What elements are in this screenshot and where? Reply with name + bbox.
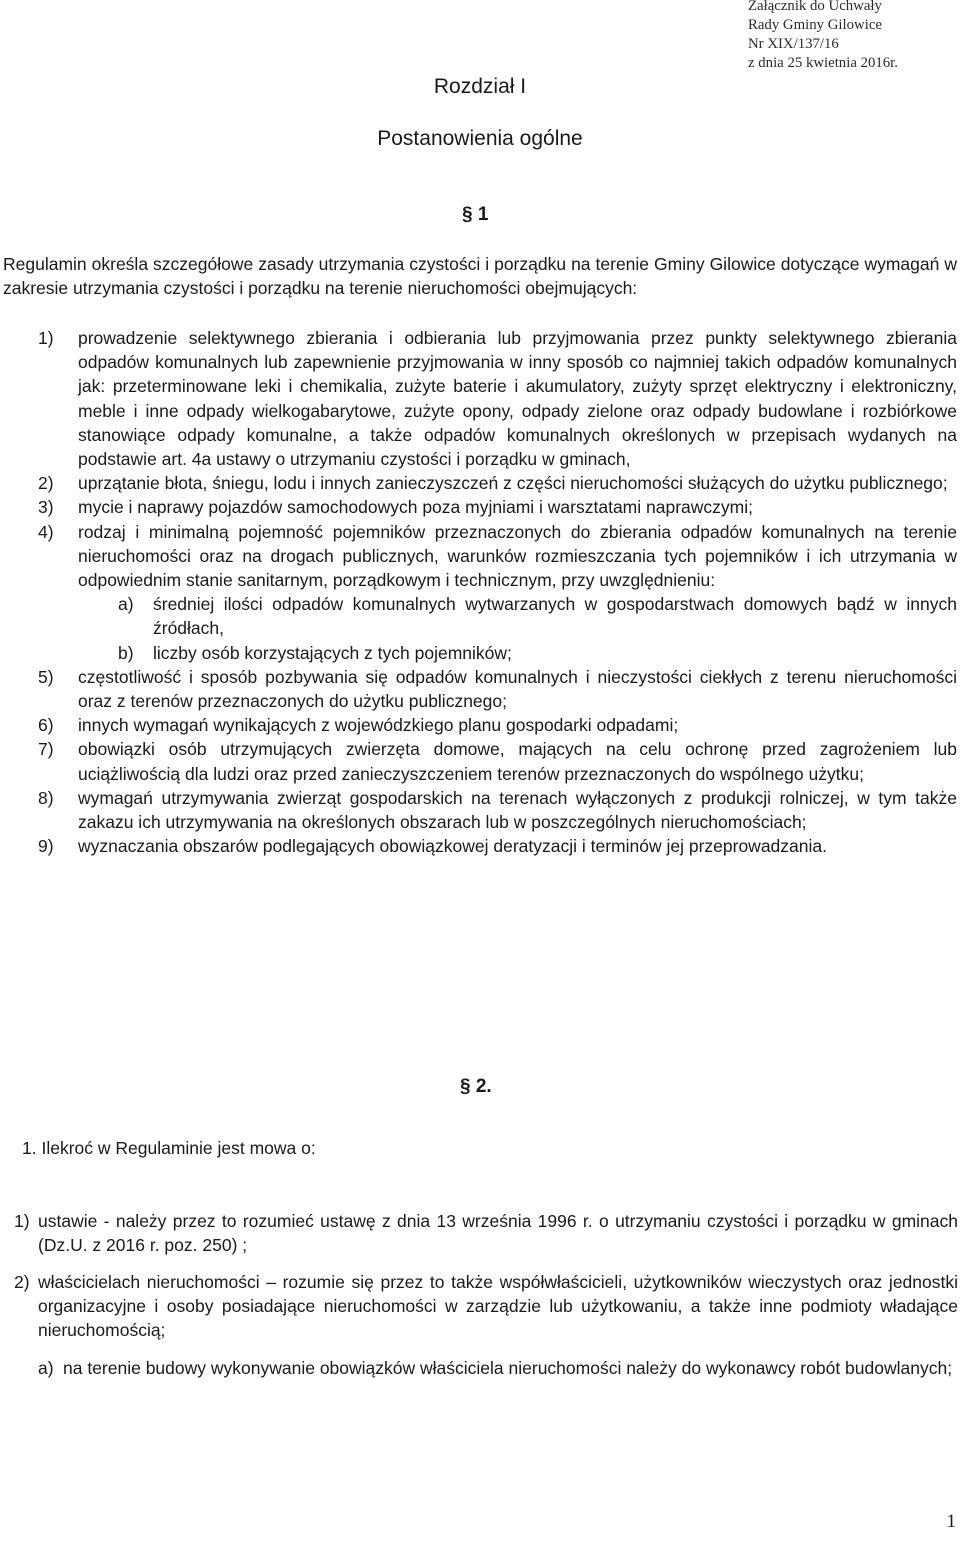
item-number: 4)	[38, 521, 54, 542]
list-item	[3, 713, 957, 737]
item-number: 5)	[38, 666, 54, 687]
list-subitem	[14, 1356, 958, 1380]
item-text: ustawie - należy przez to rozumieć ustawę z dnia 13 września 1996 r. o utrzymaniu czystości i porządku w gminach (Dz.U. z 2016 r. poz. 250) ;	[38, 1211, 958, 1256]
definition-item	[14, 1270, 958, 1343]
item-number: 3)	[38, 497, 54, 518]
item-text: uprzątanie błota, śniegu, lodu i innych zanieczyszczeń z części nieruchomości służących do użytku publicznego;	[78, 473, 948, 494]
page-number: 1	[946, 1511, 956, 1532]
item-text: właścicielach nieruchomości – rozumie się przez to także współwłaścicieli, użytkowników wieczystych oraz jednostki organizacyjne i osoby posiadające nieruchomości w zarządzie lub użytkowaniu, a także inne podmioty władające nieruchomością;	[38, 1272, 958, 1341]
attachment-note-line: z dnia 25 kwietnia 2016r.	[748, 55, 898, 71]
list-item	[3, 737, 957, 785]
list-item	[3, 665, 957, 713]
item-number: 1)	[38, 328, 54, 348]
subitem-letter: a)	[38, 1358, 54, 1378]
item-number: 2)	[14, 1272, 30, 1292]
list-item	[14, 1270, 958, 1343]
chapter-title: Rozdział I	[433, 75, 527, 98]
list-subitem	[3, 641, 957, 665]
list-item	[3, 326, 957, 471]
subitem-letter: b)	[118, 642, 134, 663]
definition-subitem	[14, 1356, 958, 1380]
chapter-subtitle: Postanowienia ogólne	[377, 127, 583, 150]
item-text: wyznaczania obszarów podlegających obowiązkowej deratyzacji i terminów jej przeprowadzania.	[78, 836, 827, 857]
section-2-intro: 1. Ilekroć w Regulaminie jest mowa o:	[22, 1138, 316, 1158]
section-1-intro: Regulamin określa szczegółowe zasady utrzymania czystości i porządku na terenie Gminy Gilowice dotyczące wymagań w zakresie utrzymania czystości i porządku na terenie nieruchomości obejmujących:	[3, 254, 957, 299]
attachment-note-line: Załącznik do Uchwały	[748, 0, 882, 14]
subitem-letter: a)	[118, 594, 134, 615]
definition-item	[14, 1209, 958, 1257]
item-text: prowadzenie selektywnego zbierania i odbierania lub przyjmowania przez punkty selektywnego zbierania odpadów komunalnych lub zapewnienie przyjmowania w inny sposób co najmniej takich odpadów komunalnych jak: przeterminowane leki i chemikalia, zużyte baterie i akumulatory, zużyty sprzęt elektryczny i elektroniczny, meble i inne odpady wielkogabarytowe, zużyte opony, odpady zielone oraz odpady budowlane i rozbiórkowe stanowiące odpady komunalne, a także odpadów komunalnych określonych w przepisach wydanych na podstawie art. 4a ustawy o utrzymaniu czystości i porządku w gminach,	[78, 328, 957, 470]
item-text: innych wymagań wynikających z wojewódzkiego planu gospodarki odpadami;	[78, 715, 679, 736]
item-number: 2)	[38, 473, 54, 494]
item-text: rodzaj i minimalną pojemność pojemników przeznaczonych do zbierania odpadów komunalnych na terenie nieruchomości oraz na drogach publicznych, warunków rozmieszczania tych pojemników i ich utrzymania w odpowiednim stanie sanitarnym, porządkowym i technicznym, przy uwzględnieniu:	[78, 521, 957, 591]
list-item	[3, 471, 957, 495]
item-text: obowiązki osób utrzymujących zwierzęta domowe, mających na celu ochronę przed zagrożeniem lub uciążliwością dla ludzi oraz przed zanieczyszczeniem terenów przeznaczonych do wspólnego użytku;	[78, 739, 957, 784]
section-2-heading: § 2.	[460, 1076, 492, 1097]
list-item	[3, 786, 957, 834]
attachment-note-line: Nr XIX/137/16	[748, 36, 839, 52]
list-item	[14, 1209, 958, 1257]
item-number: 9)	[38, 836, 54, 857]
item-number: 8)	[38, 787, 54, 808]
subitem-text: średniej ilości odpadów komunalnych wytwarzanych w gospodarstwach domowych bądź w innych źródłach,	[153, 594, 957, 639]
item-text: wymagań utrzymywania zwierząt gospodarskich na terenach wyłączonych z produkcji rolniczej, w tym także zakazu ich utrzymywania na określonych obszarach lub w poszczególnych nieruchomościach;	[78, 787, 957, 833]
item-number: 1)	[14, 1211, 30, 1231]
section-1-list	[3, 326, 957, 858]
list-item	[3, 495, 957, 519]
resolution-attachment-note	[748, 0, 953, 73]
list-item	[3, 520, 957, 593]
item-number: 6)	[38, 715, 54, 736]
subitem-text: na terenie budowy wykonywanie obowiązków właściciela nieruchomości należy do wykonawcy robót budowlanych;	[63, 1358, 953, 1378]
list-item	[3, 834, 957, 858]
attachment-note-line: Rady Gminy Gilowice	[748, 17, 882, 33]
item-text: częstotliwość i sposób pozbywania się odpadów komunalnych i nieczystości ciekłych z terenu nieruchomości oraz z terenów przeznaczonych do użytku publicznego;	[78, 666, 957, 712]
item-number: 7)	[38, 739, 54, 760]
subitem-text: liczby osób korzystających z tych pojemników;	[153, 642, 512, 663]
item-text: mycie i naprawy pojazdów samochodowych poza myjniami i warsztatami naprawczymi;	[78, 497, 753, 518]
list-subitem	[3, 592, 957, 640]
section-1-heading: § 1	[462, 204, 489, 225]
